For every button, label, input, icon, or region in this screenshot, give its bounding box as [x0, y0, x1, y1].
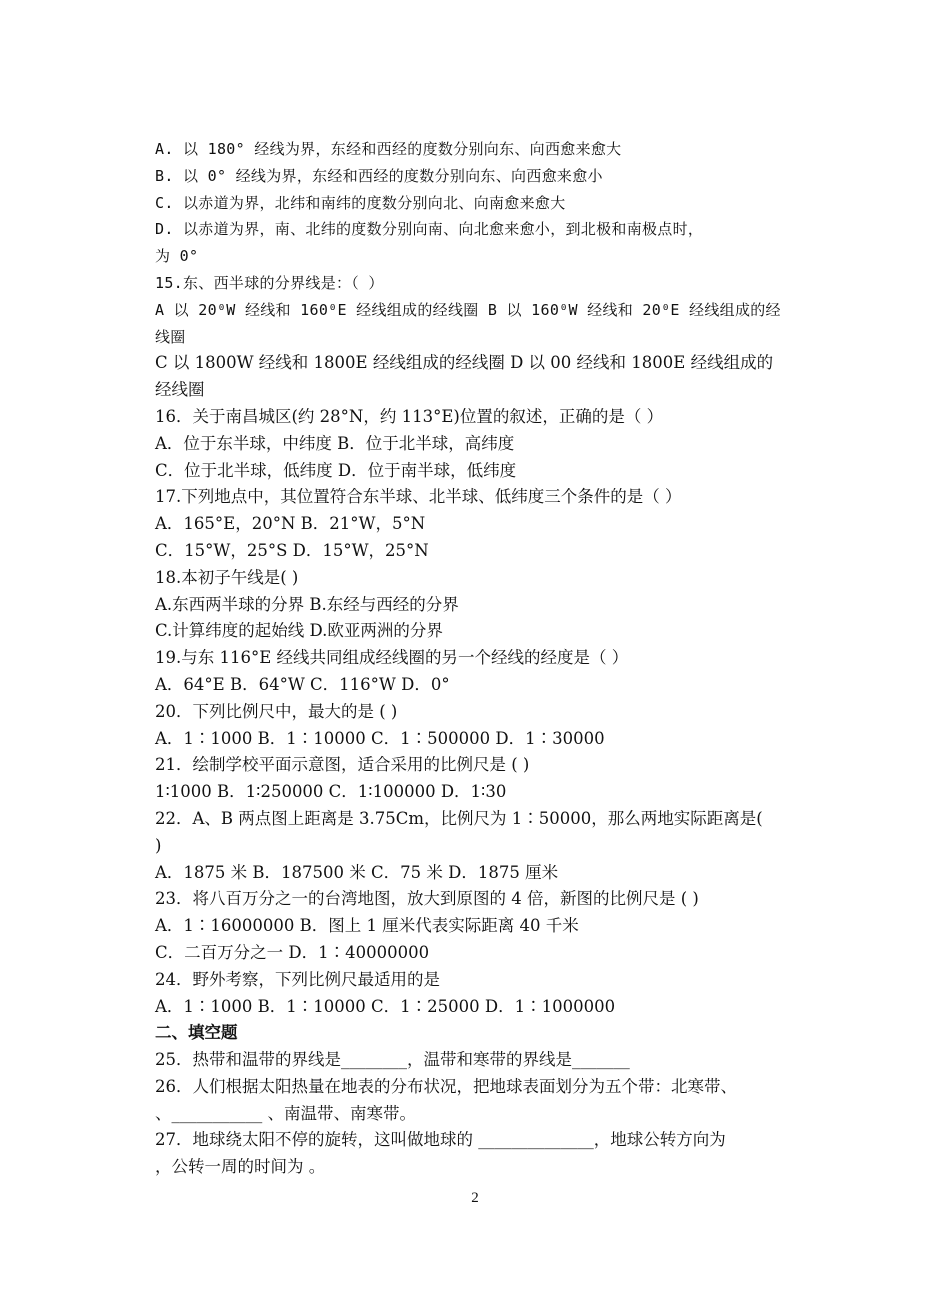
option-line: B. 以 0° 经线为界，东经和西经的度数分别向东、向西愈来愈小: [155, 166, 603, 185]
question-text-block: [155, 136, 800, 1181]
question-27: 27．地球绕太阳不停的旋转，这叫做地球的 ______________，地球公转方向为: [155, 1130, 726, 1150]
option-line: A．64°E B．64°W C．116°W D．0°: [155, 674, 450, 694]
option-line: A．1875 米 B．187500 米 C．75 米 D．1875 厘米: [155, 862, 559, 882]
option-line: C. 以赤道为界，北纬和南纬的度数分别向北、向南愈来愈大: [155, 193, 566, 212]
question-26: 26．人们根据太阳热量在地表的分布状况，把地球表面划分为五个带：北寒带、: [155, 1076, 737, 1096]
question-24: 24．野外考察，下列比例尺最适用的是: [155, 969, 440, 989]
option-line: A．1∶1000 B．1∶10000 C．1∶500000 D．1∶30000: [155, 728, 605, 748]
question-17: 17.下列地点中，其位置符合东半球、北半球、低纬度三个条件的是（ ）: [155, 487, 682, 507]
option-line: A．165°E，20°N B．21°W，5°N: [155, 514, 426, 534]
option-line: 1∶1000 B．1∶250000 C．1∶100000 D．1∶30: [155, 782, 507, 802]
option-line: A 以 20⁰W 经线和 160⁰E 经线组成的经线圈 B 以 160⁰W 经线和 20⁰E 经线组成的经: [155, 300, 781, 319]
option-line-continued: 经线圈: [155, 380, 205, 400]
question-20: 20．下列比例尺中，最大的是 ( ): [155, 701, 398, 721]
question-27-continued: ，公转一周的时间为 。: [155, 1157, 326, 1177]
question-19: 19.与东 116°E 经线共同组成经线圈的另一个经线的经度是（ ）: [155, 648, 629, 668]
option-line: A．位于东半球，中纬度 B．位于北半球，高纬度: [155, 433, 515, 453]
option-line: A．1∶16000000 B．图上 1 厘米代表实际距离 40 千米: [155, 916, 579, 936]
page-number: 2: [471, 1190, 479, 1206]
option-line: A.东西两半球的分界 B.东经与西经的分界: [155, 594, 459, 614]
option-line: C．15°W，25°S D．15°W，25°N: [155, 540, 429, 560]
option-line: C 以 1800W 经线和 1800E 经线组成的经线圈 D 以 00 经线和 1800E 经线组成的: [155, 353, 774, 373]
option-line-continued: 为 0°: [155, 247, 199, 266]
option-line: C.计算纬度的起始线 D.欧亚两洲的分界: [155, 621, 443, 641]
option-line: C．二百万分之一 D．1∶40000000: [155, 942, 430, 962]
option-line: A．1∶1000 B．1∶10000 C．1∶25000 D．1∶1000000: [155, 996, 616, 1016]
question-15: 15.东、西半球的分界线是：（ ）: [155, 273, 384, 292]
question-26-continued: 、___________ 、南温带、南寒带。: [155, 1103, 416, 1123]
question-18: 18.本初子午线是( ): [155, 567, 299, 587]
question-23: 23．将八百万分之一的台湾地图，放大到原图的 4 倍，新图的比例尺是 ( ): [155, 889, 699, 909]
question-21: 21．绘制学校平面示意图，适合采用的比例尺是 ( ): [155, 755, 530, 775]
option-line: C．位于北半球，低纬度 D．位于南半球，低纬度: [155, 460, 517, 480]
option-line-continued: 线圈: [155, 327, 186, 346]
question-22-continued: ): [155, 835, 162, 855]
option-line: D. 以赤道为界，南、北纬的度数分别向南、向北愈来愈小，到北极和南极点时，: [155, 220, 704, 239]
section-heading: 二、填空题: [155, 1023, 238, 1043]
question-22: 22．A、B 两点图上距离是 3.75Cm，比例尺为 1∶50000，那么两地实际距离是(: [155, 808, 763, 828]
option-line: A. 以 180° 经线为界，东经和西经的度数分别向东、向西愈来愈大: [155, 140, 622, 158]
question-25: 25．热带和温带的界线是________，温带和寒带的界线是_______: [155, 1050, 630, 1070]
question-16: 16．关于南昌城区(约 28°N，约 113°E)位置的叙述，正确的是（ ）: [155, 406, 664, 426]
